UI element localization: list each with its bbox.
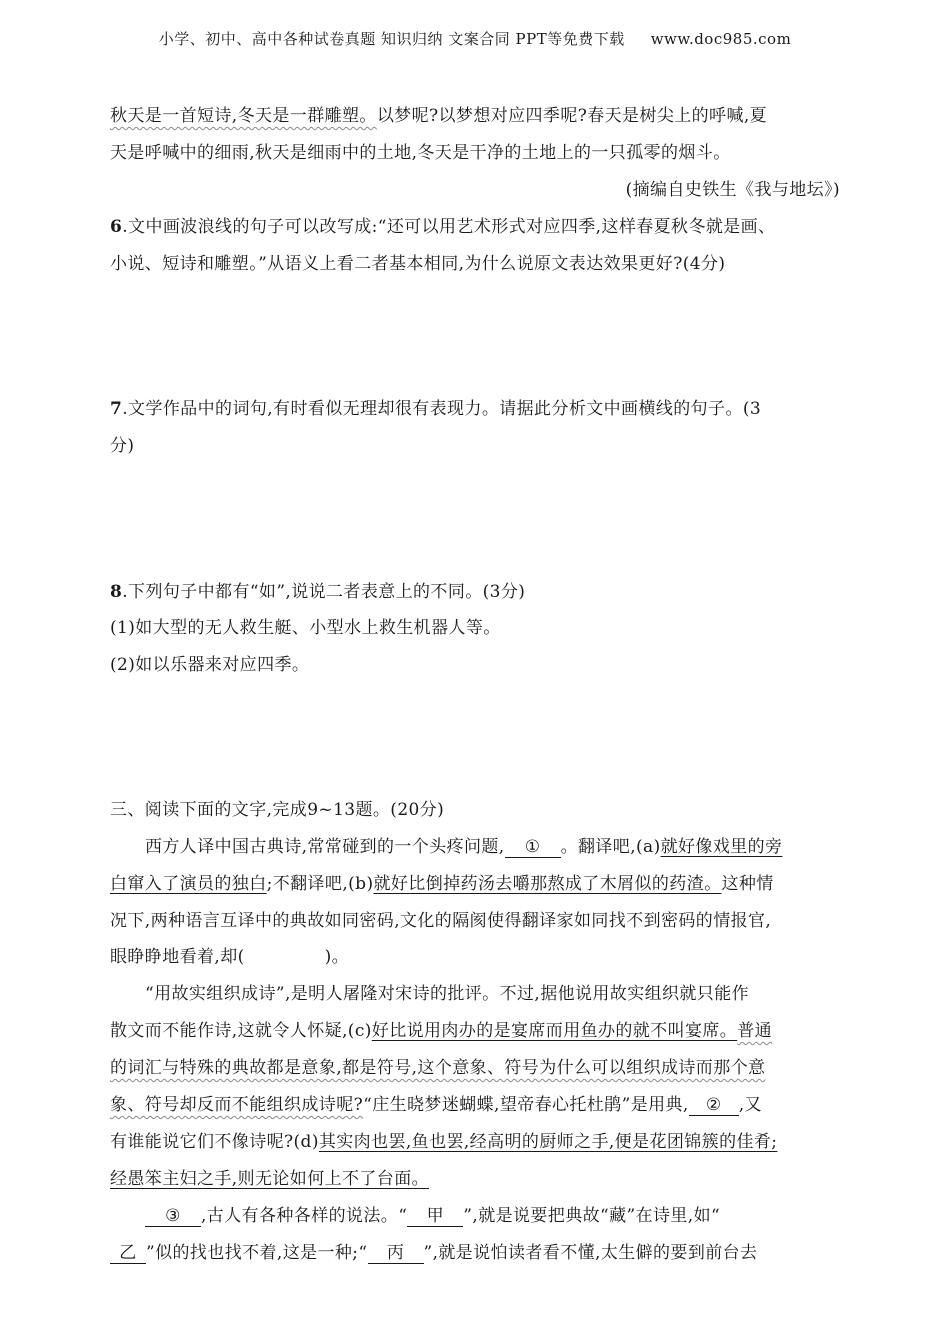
para3-line2: 乙 ”似的找也找不着,这是一种;“ 丙 ”,就是说怕读者看不懂,太生僻的要到前台去: [110, 1242, 757, 1264]
para2-line4: 象、符号却反而不能组织成诗呢?“庄生晓梦迷蝴蝶,望帝春心托杜鹃”是用典, ② ,又: [110, 1095, 762, 1115]
para1-line2: 白窜入了演员的独白;不翻译吧,(b)就好比倒掉药汤去嚼那熬成了木屑似的药渣。这种情: [110, 874, 774, 894]
blank-3: ③: [145, 1206, 201, 1227]
header-text: 小学、初中、高中各种试卷真题 知识归纳 文案合同 PPT等免费下载: [158, 30, 625, 48]
passage-line: 秋天是一首短诗,冬天是一群雕塑。以梦呢?以梦想对应四季呢?春天是树尖上的呼喊,夏: [110, 106, 768, 126]
para2-line5: 有谁能说它们不像诗呢?(d)其实肉也罢,鱼也罢,经高明的厨师之手,便是花团锦簇的佳肴;: [110, 1132, 778, 1152]
blank-2: ②: [689, 1095, 739, 1116]
para2-line3: [110, 1057, 765, 1079]
page-header: [0, 28, 950, 49]
question-number: 8: [110, 582, 123, 602]
passage-source: (摘编自史铁生《我与地坛》): [625, 180, 840, 200]
para1-line4: 眼睁睁地看着,却( )。: [110, 947, 350, 967]
wavy-sentence: 的词汇与特殊的典故都是意象,都是符号,这个意象、符号为什么可以组织成诗而那个意: [110, 1058, 766, 1078]
question-8-sentence-1: (1)如大型的无人救生艇、小型水上救生机器人等。: [110, 618, 501, 638]
wavy-sentence: 秋天是一首短诗,冬天是一群雕塑。: [110, 106, 377, 126]
question-6: 6.文中画波浪线的句子可以改写成:“还可以用艺术形式对应四季,这样春夏秋冬就是画、: [110, 217, 776, 237]
para2-line6: 经愚笨主妇之手,则无论如何上不了台面。: [110, 1169, 430, 1189]
para1-line1: 西方人译中国古典诗,常常碰到的一个头疼问题, ① 。翻译吧,(a)就好像戏里的旁: [145, 837, 783, 857]
question-7: 7.文学作品中的词句,有时看似无理却很有表现力。请据此分析文中画横线的句子。(3: [110, 399, 762, 419]
header-site[interactable]: www.doc985.com: [650, 30, 792, 48]
para2-line1: “用故实组织成诗”,是明人屠隆对宋诗的批评。不过,据他说用故实组织就只能作: [145, 984, 749, 1004]
para3-line1: ③ ,古人有各种各样的说法。“ 甲 ”,就是说要把典故“藏”在诗里,如“: [145, 1205, 720, 1227]
para1-line3: 况下,两种语言互译中的典故如同密码,文化的隔阂使得翻译家如同找不到密码的情报官,: [110, 911, 772, 931]
question-8: 8.下列句子中都有“如”,说说二者表意上的不同。(3分): [110, 582, 526, 602]
blank-yi: 乙: [110, 1243, 146, 1264]
passage-line: 天是呼喊中的细雨,秋天是细雨中的土地,冬天是干净的土地上的一只孤零的烟斗。: [110, 143, 731, 163]
underlined-sentence-c: 好比说用肉办的是宴席而用鱼办的就不叫宴席。: [371, 1021, 738, 1041]
blank-jia: 甲: [407, 1206, 463, 1227]
question-number: 6: [110, 217, 123, 237]
question-8-sentence-2: (2)如以乐器来对应四季。: [110, 655, 310, 675]
underlined-sentence-b: 就好比倒掉药汤去嚼那熬成了木屑似的药渣。: [373, 874, 722, 894]
underlined-sentence-d: 其实肉也罢,鱼也罢,经高明的厨师之手,便是花团锦簇的佳肴;: [318, 1132, 778, 1152]
question-number: 7: [110, 399, 123, 419]
blank-bing: 丙: [368, 1243, 424, 1264]
section-3-title: 三、阅读下面的文字,完成9~13题。(20分): [110, 800, 445, 820]
question-7-line2: 分): [110, 436, 135, 456]
blank-1: ①: [505, 837, 561, 858]
underlined-sentence-a: 就好像戏里的旁: [660, 837, 783, 857]
para2-line2: 散文而不能作诗,这就令人怀疑,(c)好比说用肉办的是宴席而用鱼办的就不叫宴席。普通: [110, 1021, 773, 1041]
question-6-line2: 小说、短诗和雕塑。”从语义上看二者基本相同,为什么说原文表达效果更好?(4分): [110, 254, 726, 274]
